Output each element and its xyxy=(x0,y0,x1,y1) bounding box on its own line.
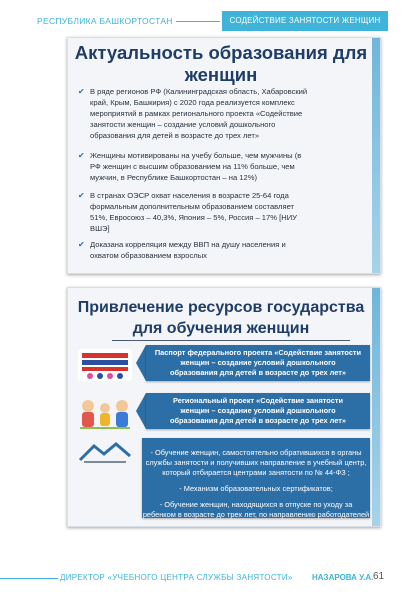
regional-project-band: Региональный проект «Содействие занятости женщин – создание условий дошкольного образования для детей в возрасте до трех лет» xyxy=(146,393,370,429)
header-divider xyxy=(176,21,220,22)
slide1-title-line1: Актуальность образования для xyxy=(74,42,368,63)
header-region-label: РЕСПУБЛИКА БАШКОРТОСТАН xyxy=(37,16,173,26)
check-icon: ✔ xyxy=(78,191,85,200)
header-topic-label: СОДЕЙСТВИЕ ЗАНЯТОСТИ ЖЕНЩИН xyxy=(222,11,388,31)
federal-project-band: Паспорт федерального проекта «Содействие занятости женщин – создание условий дошкольного образования для детей в возрасте до трех лет» xyxy=(146,345,370,381)
slide-education-relevance xyxy=(67,37,381,274)
footer-divider xyxy=(0,578,58,579)
training-measures-band: - Обучение женщин, самостоятельно обратившихся в органы службы занятости и получивших направление в учебный центр, который отбирается центрами занятости по № 44-ФЗ ; - Механизм образовательных сертификатов; - Обучение женщин, находящихся в отпуске по уходу за ребенком в возрасте до трех лет, по направлению работодателей xyxy=(142,438,370,518)
family-illustration-icon xyxy=(74,393,136,433)
slide1-title-line2: женщин xyxy=(184,64,258,85)
check-icon: ✔ xyxy=(78,87,85,96)
slide-edge-accent xyxy=(372,288,380,526)
band-arrow xyxy=(136,393,146,429)
employment-service-logo xyxy=(74,438,136,468)
bullet-item: ✔ Доказана корреляция между ВВП на душу населения и охватом образованием взрослых xyxy=(78,240,286,260)
bullet-item: ✔ Женщины мотивированы на учебу больше, чем мужчины (в РФ женщин с высшим образованием на 11% больше, чем мужчин, в Республике Башкортостан – на 12%) xyxy=(78,151,302,182)
national-project-logo xyxy=(74,345,136,385)
footer-author-title: ДИРЕКТОР «УЧЕБНОГО ЦЕНТРА СЛУЖБЫ ЗАНЯТОСТИ» xyxy=(60,573,293,582)
check-icon: ✔ xyxy=(78,240,85,249)
slide2-title-line2: для обучения женщин xyxy=(132,320,310,337)
page-number: 61 xyxy=(373,571,385,582)
check-icon: ✔ xyxy=(78,151,85,160)
bullet-item: ✔ В ряде регионов РФ (Калининградская область, Хабаровский край, Крым, Башкирия) с 2020 года реализуется комплекс мероприятий в рамках регионального проекта «Содействие занятости женщин – создание условий дошкольного образования для детей в возрасте до трех лет» xyxy=(78,87,308,140)
slide-edge-accent xyxy=(372,38,380,273)
footer-author-name: НАЗАРОВА У.А. xyxy=(312,573,374,582)
band-arrow xyxy=(136,345,146,381)
slide2-title-line1: Привлечение ресурсов государства xyxy=(77,299,365,316)
title-underline xyxy=(112,340,350,341)
slide-state-resources xyxy=(67,287,381,527)
bullet-item: ✔ В странах ОЭСР охват населения в возрасте 25-64 года формальным дополнительным образованием составляет 51%, Евросоюз – 40,3%, Япония – 5%, Россия – 17% [НИУ ВШЭ] xyxy=(78,191,297,233)
